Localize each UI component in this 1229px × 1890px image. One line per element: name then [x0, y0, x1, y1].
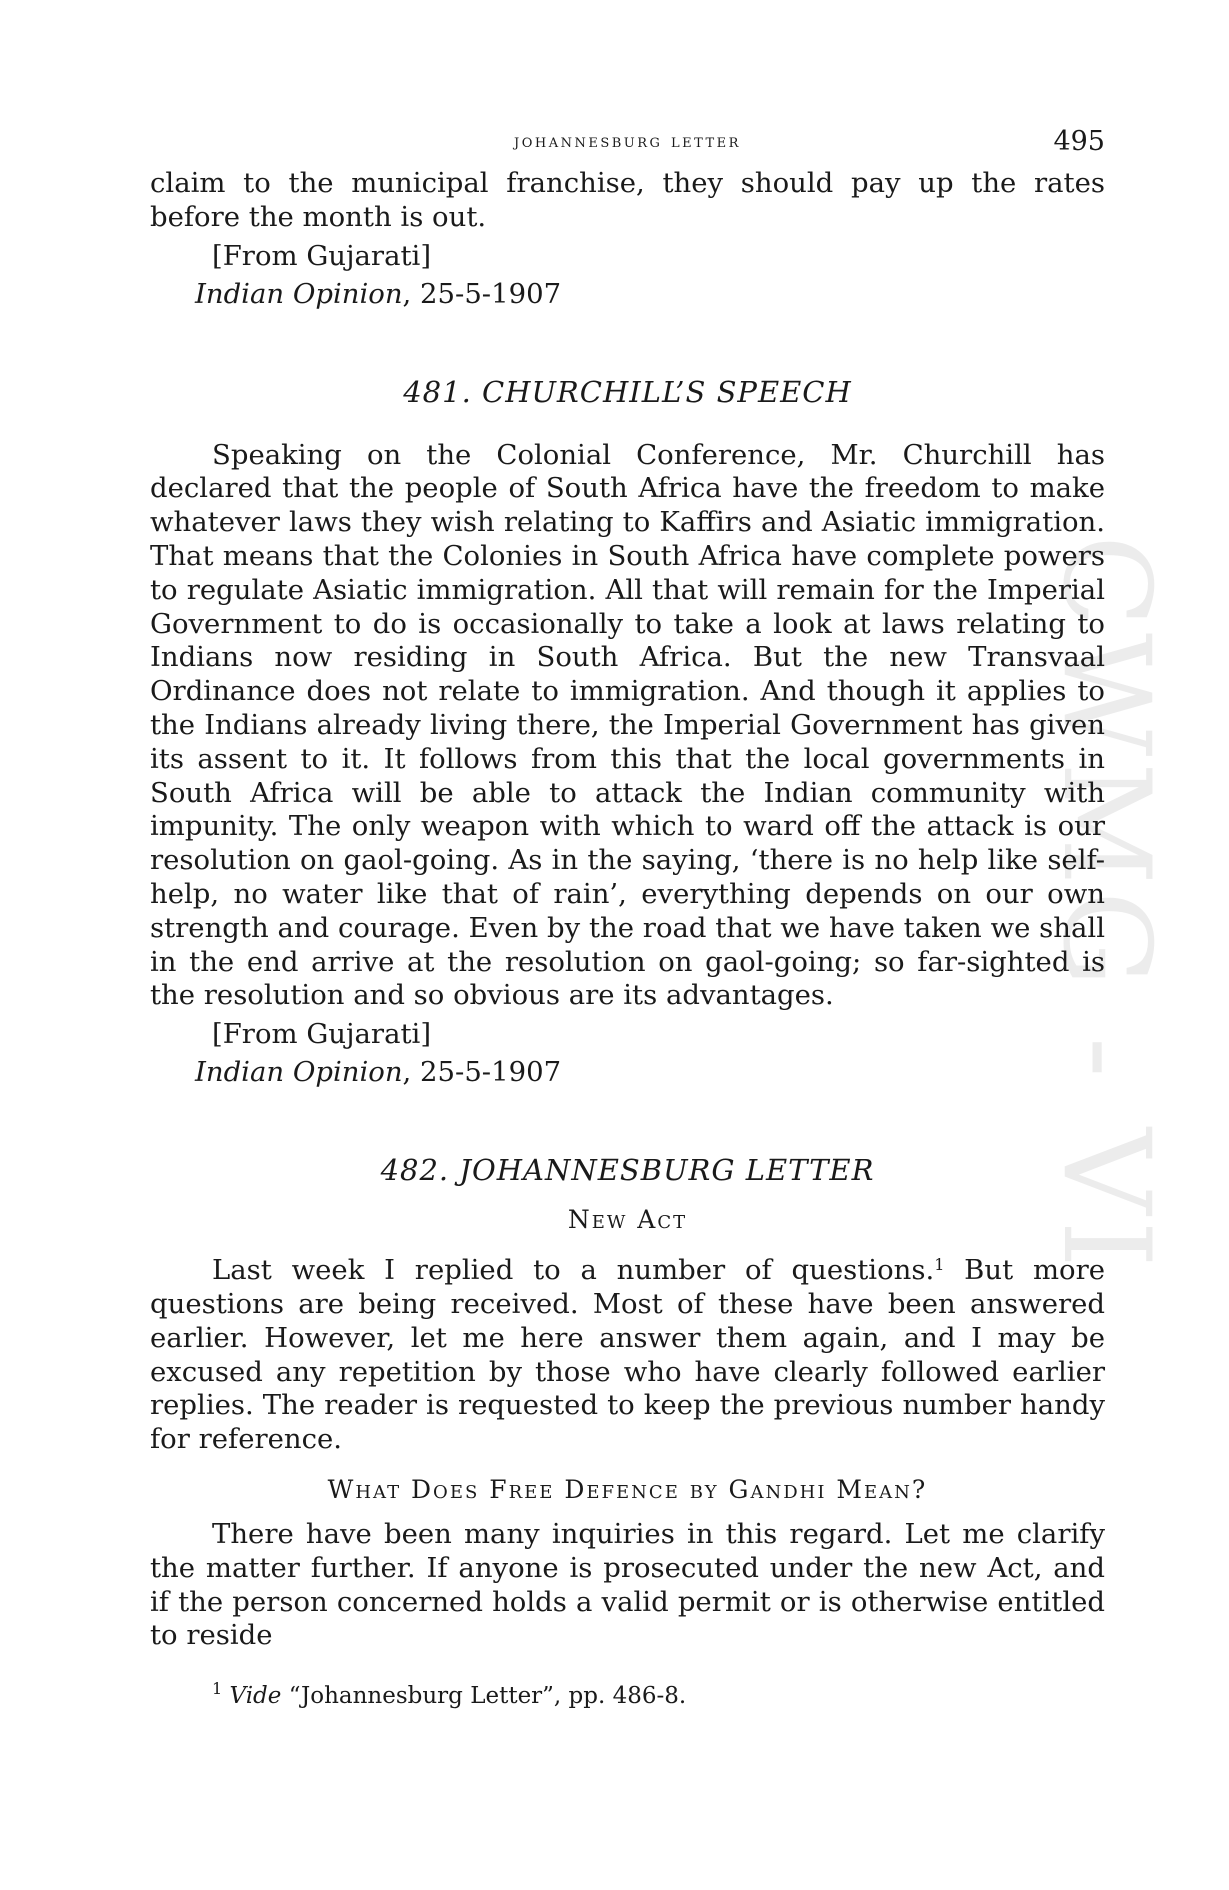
intro-source-citation: [150, 275, 1105, 313]
section-new-act-heading: New Act: [567, 1205, 688, 1235]
section-free-defence-heading: What Does Free Defence by Gandhi Mean?: [327, 1474, 928, 1504]
section-free-defence-paragraph: There have been many inquiries in this regard. Let me clarify the matter further. If anyone is prosecuted under the new Act, and if the person concerned holds a valid permit or is otherwise entitled to reside: [150, 1517, 1105, 1652]
article-481-source-from: [From Gujarati]: [212, 1018, 432, 1051]
intro-source-from: [From Gujarati]: [212, 239, 432, 272]
article-482-title: 482. JOHANNESBURG LETTER: [380, 1153, 875, 1188]
footnote-vide: Vide: [229, 1683, 282, 1710]
intro-source-paper: Indian Opinion: [195, 277, 403, 310]
article-481-paragraph: Speaking on the Colonial Conference, Mr. Churchill has declared that the people of South Africa have the freedom to make whatever laws they wish relating to Kaffirs and Asiatic immigration. That means that the Colonies in South Africa have complete powers to regulate Asiatic immigration. All that will remain for the Imperial Government to do is occasionally to take a look at laws relating to Indians now residing in South Africa. But the new Transvaal Ordinance does not relate to immigration. And though it applies to the Indians already living there, the Imperial Government has given its assent to it. It follows from this that the local governments in South Africa will be able to attack the Indian community with impunity. The only weapon with which to ward off the attack is our resolution on gaol-going. As in the saying, ‘there is no help like self-help, no water like that of rain’, everything depends on our own strength and courage. Even by the road that we have taken we shall in the end arrive at the resolution on gaol-going; so far-sighted is the resolution and so obvious are its advantages.: [150, 438, 1105, 1012]
intro-source-date: , 25-5-1907: [402, 277, 562, 310]
running-title: johannesburg letter: [514, 130, 741, 152]
footnote: [150, 1679, 1105, 1709]
section-new-act-text-a: Last week I replied to a number of questions.: [212, 1254, 935, 1287]
footnote-mark: 1: [212, 1679, 223, 1699]
article-481-source-citation: [150, 1053, 1105, 1091]
article-481-source-paper: Indian Opinion: [195, 1056, 403, 1089]
article-481-source-date: , 25-5-1907: [402, 1056, 562, 1089]
running-head: [150, 118, 1105, 168]
footnote-reference: 1: [934, 1255, 945, 1275]
footnote-text: “Johannesburg Letter”, pp. 486-8.: [281, 1683, 687, 1710]
article-481-title: 481. CHURCHILL’S SPEECH: [403, 374, 852, 409]
section-new-act-paragraph: [150, 1248, 1105, 1457]
page-number: 495: [1053, 126, 1105, 157]
page: [150, 118, 1105, 1709]
watermark: CWMG - VI: [1036, 535, 1175, 1274]
section-new-act-text-b: But more questions are being received. Most of these have been answered earlier. However, let me here answer them again, and I may be excused any repetition by those who have clearly followed earlier replies. The reader is requested to keep the previous number handy for reference.: [150, 1254, 1105, 1456]
intro-paragraph: claim to the municipal franchise, they should pay up the rates before the month is out.: [150, 167, 1105, 233]
